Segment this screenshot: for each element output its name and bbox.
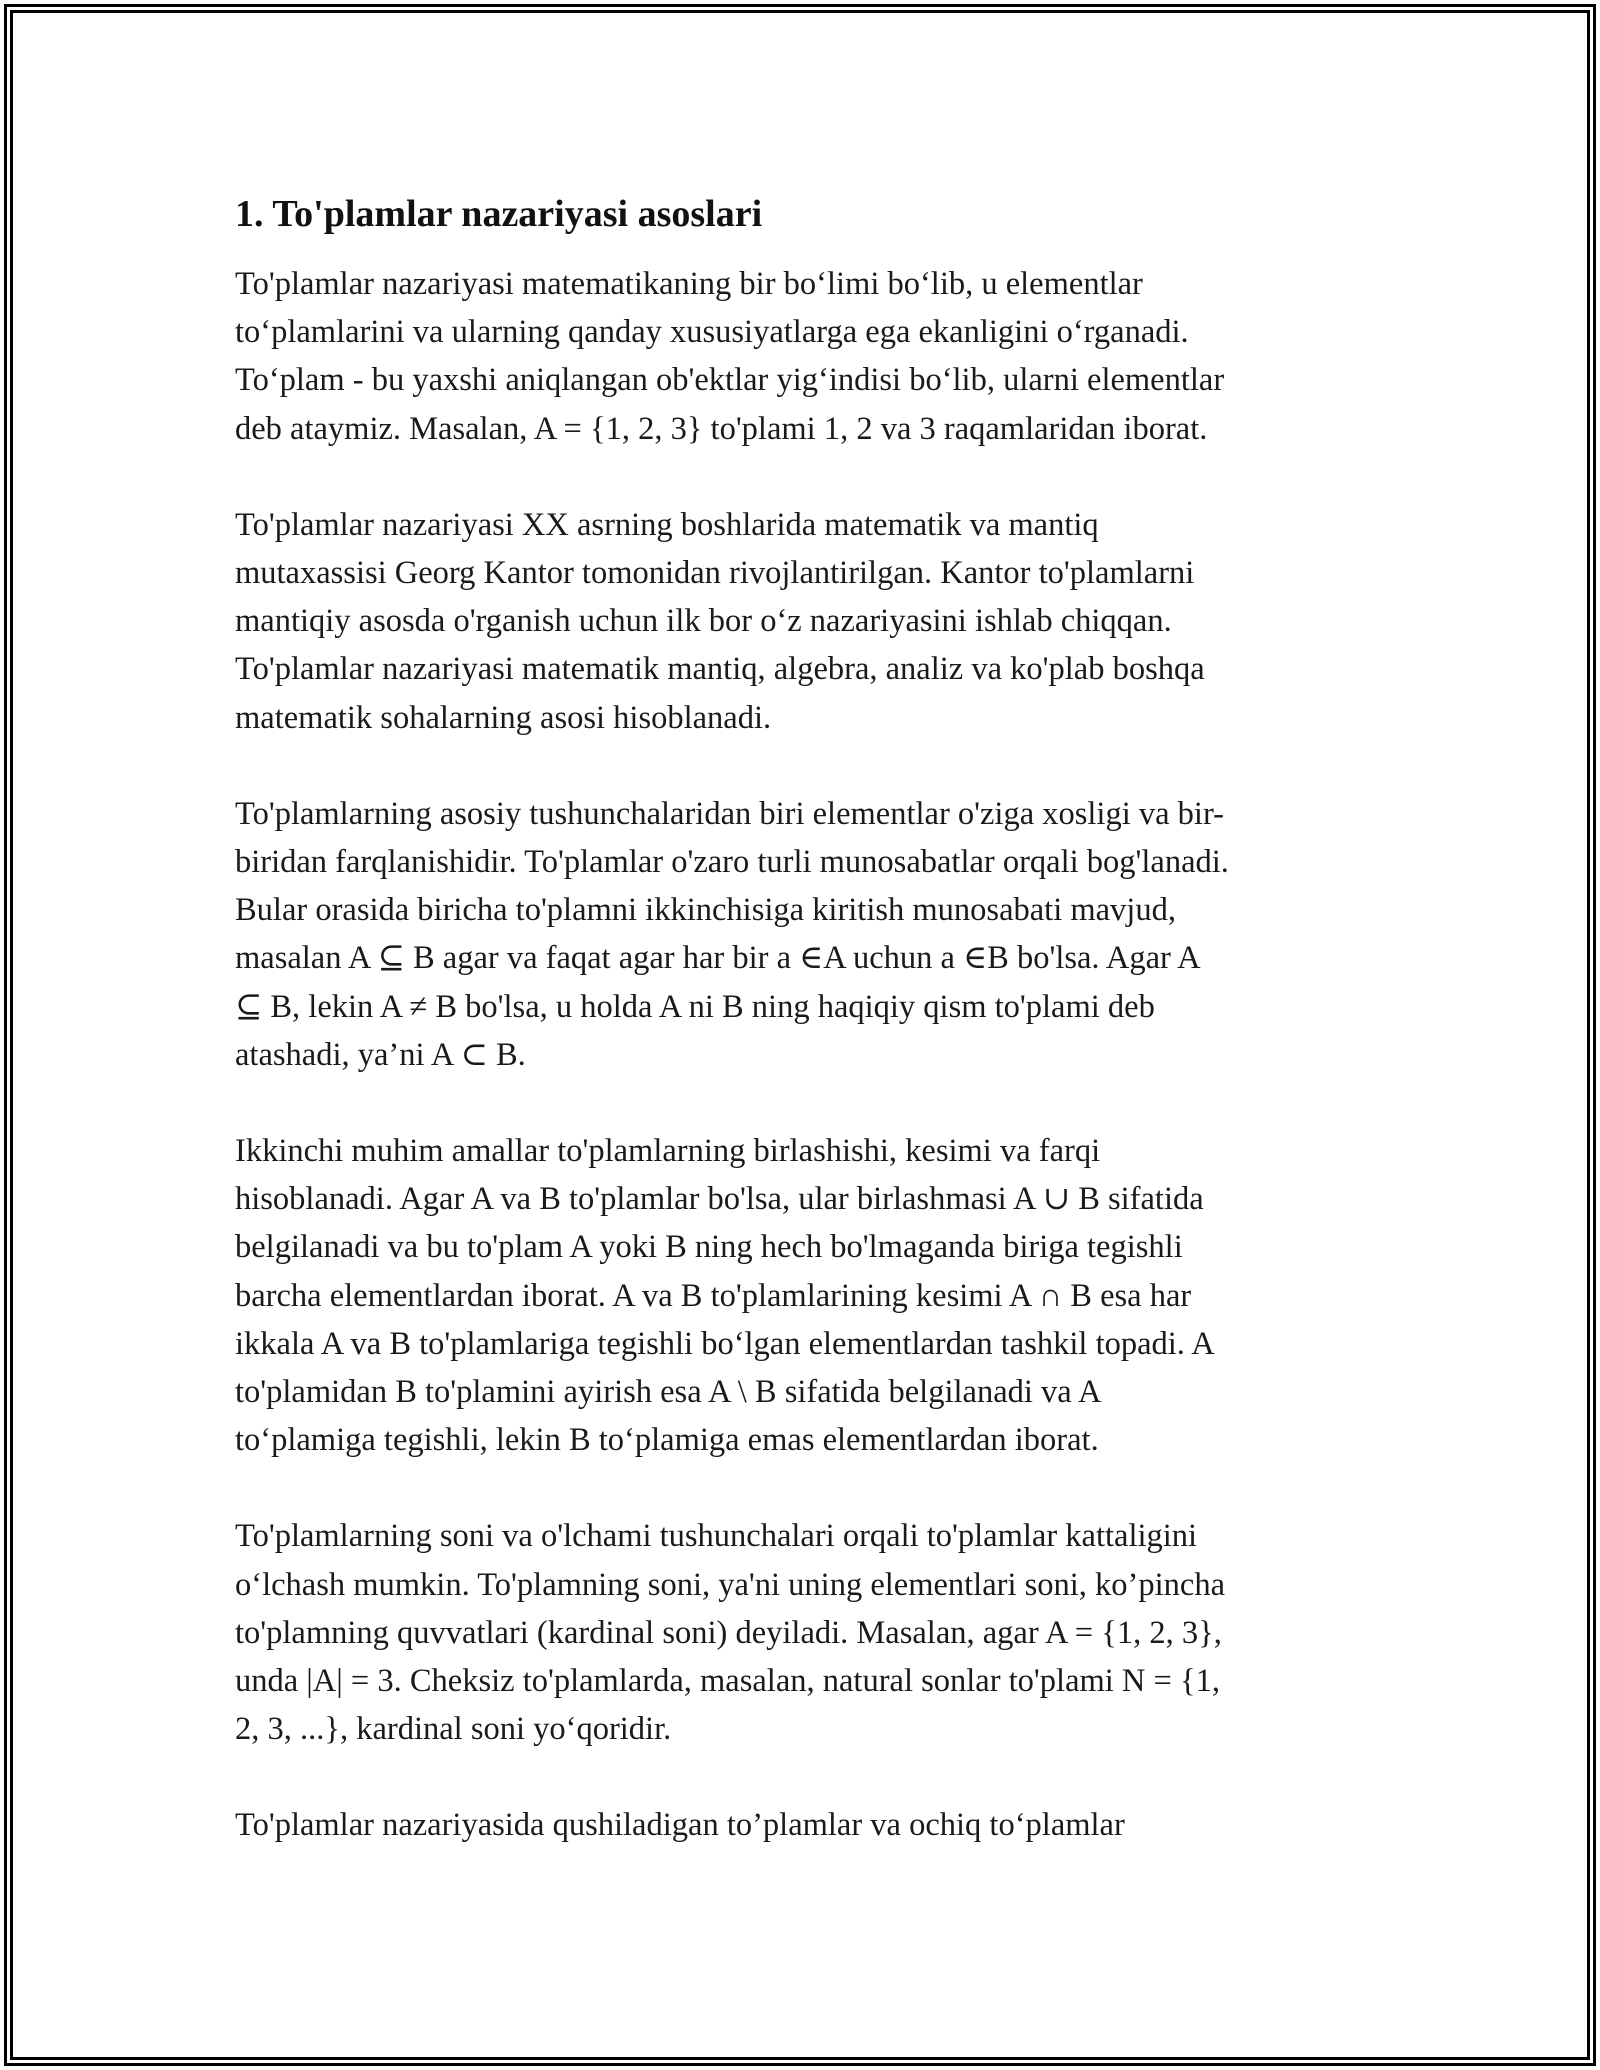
text-line: 2, 3, ...}, kardinal soni yo‘qoridir. (235, 1711, 672, 1748)
text-line: To'plamlarning asosiy tushunchalaridan biri elementlar o'ziga xosligi va bir- (235, 795, 1224, 832)
text-line: ⊆ B, lekin A ≠ B bo'lsa, u holda A ni B ning haqiqiy qism to'plami deb (235, 988, 1155, 1025)
section-title: 1. To'plamlar nazariyasi asoslari (235, 193, 763, 235)
paragraph-cardinality (235, 1512, 1375, 1753)
text-line: matematik sohalarning asosi hisoblanadi. (235, 699, 772, 736)
text-line: o‘lchash mumkin. To'plamning soni, ya'ni uning elementlari soni, ko’pincha (235, 1566, 1225, 1603)
text-line: biridan farqlanishidir. To'plamlar o'zaro turli munosabatlar orqali bog'lanadi. (235, 844, 1229, 881)
text-line: to'plamidan B to'plamini ayirish esa A \ B sifatida belgilanadi va A (235, 1374, 1102, 1411)
paragraph-history (235, 501, 1375, 742)
text-line: To'plamlar nazariyasi XX asrning boshlarida matematik va mantiq (235, 506, 1099, 543)
text-line: Ikkinchi muhim amallar to'plamlarning birlashishi, kesimi va farqi (235, 1133, 1101, 1170)
text-line: To'plamlar nazariyasi matematik mantiq, algebra, analiz va ko'plab boshqa (235, 651, 1205, 688)
text-line: to'plamning quvvatlari (kardinal soni) deyiladi. Masalan, agar A = {1, 2, 3}, (235, 1614, 1222, 1651)
text-line: to‘plamiga tegishli, lekin B to‘plamiga emas elementlardan iborat. (235, 1422, 1099, 1459)
text-line: ikkala A va B to'plamlariga tegishli bo‘lgan elementlardan tashkil topadi. A (235, 1325, 1215, 1362)
paragraph-subsets (235, 790, 1375, 1079)
text-line: To'plamlarning soni va o'lchami tushunchalari orqali to'plamlar kattaligini (235, 1518, 1198, 1555)
text-line: masalan A ⊆ B agar va faqat agar har bir a ∈A uchun a ∈B bo'lsa. Agar A (235, 940, 1201, 977)
text-line: deb ataymiz. Masalan, A = {1, 2, 3} to'plami 1, 2 va 3 raqamlaridan iborat. (235, 410, 1208, 447)
text-line: unda |A| = 3. Cheksiz to'plamlarda, masalan, natural sonlar to'plami N = {1, (235, 1663, 1220, 1700)
document-body (235, 188, 1375, 1850)
text-line: To‘plam - bu yaxshi aniqlangan ob'ektlar yig‘indisi bo‘lib, ularni elementlar (235, 362, 1225, 399)
text-line: belgilanadi va bu to'plam A yoki B ning hech bo'lmaganda biriga tegishli (235, 1229, 1183, 1266)
text-line: hisoblanadi. Agar A va B to'plamlar bo'lsa, ular birlashmasi A ∪ B sifatida (235, 1181, 1204, 1218)
text-line: barcha elementlardan iborat. A va B to'plamlarining kesimi A ∩ B esa har (235, 1277, 1192, 1314)
text-line: To'plamlar nazariyasida qushiladigan to’plamlar va ochiq to‘plamlar (235, 1807, 1125, 1844)
paragraph-intro (235, 260, 1375, 453)
text-line: mutaxassisi Georg Kantor tomonidan rivojlantirilgan. Kantor to'plamlarni (235, 555, 1195, 592)
text-line: atashadi, ya’ni A ⊂ B. (235, 1036, 526, 1073)
paragraph-operations (235, 1127, 1375, 1464)
text-line: Bular orasida biricha to'plamni ikkinchisiga kiritish munosabati mavjud, (235, 892, 1176, 929)
paragraph-open-sets (235, 1801, 1375, 1849)
text-line: To'plamlar nazariyasi matematikaning bir bo‘limi bo‘lib, u elementlar (235, 266, 1143, 302)
text-line: to‘plamlarini va ularning qanday xususiyatlarga ega ekanligini o‘rganadi. (235, 314, 1189, 351)
text-line: mantiqiy asosda o'rganish uchun ilk bor o‘z nazariyasini ishlab chiqqan. (235, 603, 1172, 640)
